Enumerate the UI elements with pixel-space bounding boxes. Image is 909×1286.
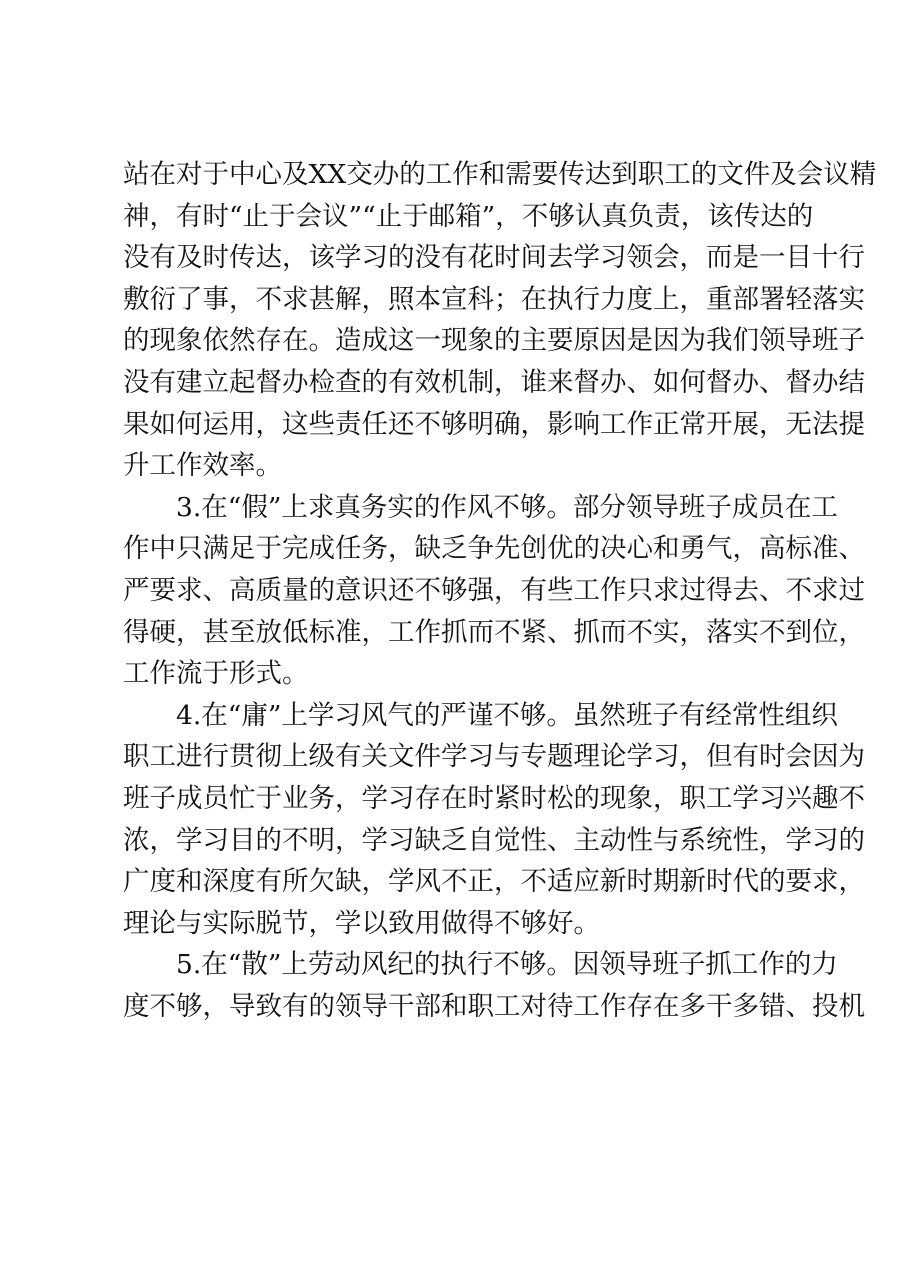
paragraph-1 <box>123 154 877 487</box>
text-line: 班子成员忙于业务，学习存在时紧时松的现象，职工学习兴趣不 <box>123 782 865 814</box>
text-line: 浓，学习目的不明，学习缺乏自觉性、主动性与系统性，学习的 <box>123 824 865 856</box>
text-line: 得硬，甚至放低标准，工作抓而不紧、抓而不实，落实不到位， <box>123 616 865 648</box>
text-line: 站在对于中心及XX交办的工作和需要传达到职工的文件及会议精 <box>123 159 877 190</box>
text-line: 工作流于形式。 <box>123 658 309 690</box>
document-body <box>123 154 877 1027</box>
text-line: 广度和深度有所欠缺，学风不正，不适应新时期新时代的要求， <box>123 866 865 898</box>
paragraph-4 <box>123 695 865 945</box>
text-line: 神，有时“止于会议”“止于邮箱”，不够认真负责，该传达的 <box>123 200 814 232</box>
text-line: 4.在“庸”上学习风气的严谨不够。虽然班子有经常性组织 <box>176 699 838 731</box>
text-line: 职工进行贯彻上级有关文件学习与专题理论学习，但有时会因为 <box>123 741 865 773</box>
text-line: 没有及时传达，该学习的没有花时间去学习领会，而是一目十行 <box>123 242 865 274</box>
text-line: 度不够，导致有的领导干部和职工对待工作存在多干多错、投机 <box>123 990 865 1022</box>
text-line: 5.在“散”上劳动风纪的执行不够。因领导班子抓工作的力 <box>176 949 838 981</box>
text-line: 严要求、高质量的意识还不够强，有些工作只求过得去、不求过 <box>123 574 865 606</box>
text-line: 的现象依然存在。造成这一现象的主要原因是因为我们领导班子 <box>123 325 865 357</box>
text-line: 没有建立起督办检查的有效机制，谁来督办、如何督办、督办结 <box>123 366 865 398</box>
text-line: 理论与实际脱节，学以致用做得不够好。 <box>123 907 600 939</box>
text-line: 3.在“假”上求真务实的作风不够。部分领导班子成员在工 <box>176 491 838 523</box>
text-line: 敷衍了事，不求甚解，照本宣科；在执行力度上，重部署轻落实 <box>123 283 865 315</box>
text-line: 作中只满足于完成任务，缺乏争先创优的决心和勇气，高标准、 <box>123 533 865 565</box>
text-line: 果如何运用，这些责任还不够明确，影响工作正常开展，无法提 <box>123 408 865 440</box>
paragraph-3 <box>123 487 865 695</box>
paragraph-5 <box>123 944 865 1027</box>
text-line: 升工作效率。 <box>123 450 282 482</box>
